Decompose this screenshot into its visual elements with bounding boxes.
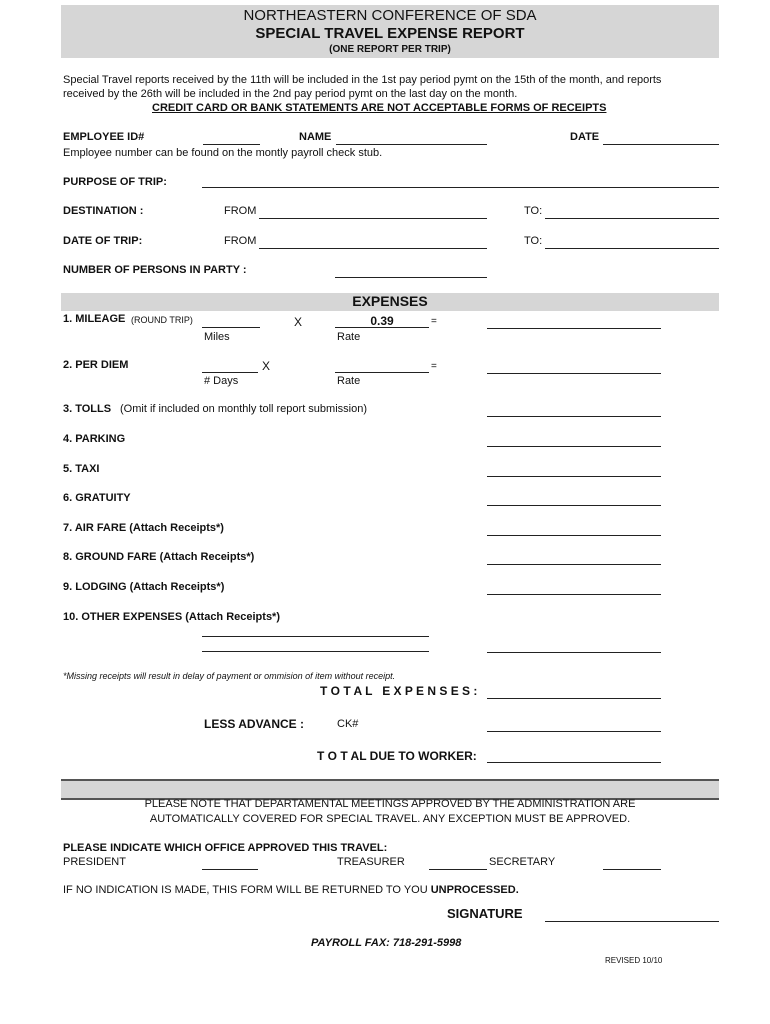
signature-label: SIGNATURE	[447, 906, 523, 921]
other-description-field-2[interactable]	[202, 651, 429, 652]
tolls-label: 3. TOLLS	[63, 403, 112, 415]
president-field[interactable]	[202, 869, 258, 870]
intro-line-2: received by the 26th will be included in the 2nd pay period pymt on the last day on the month.	[63, 88, 518, 100]
org-name: NORTHEASTERN CONFERENCE OF SDA	[243, 7, 537, 24]
mileage-equals: =	[431, 316, 437, 327]
miles-caption: Miles	[204, 331, 230, 343]
footer-band	[61, 779, 719, 800]
taxi-amount-field[interactable]	[487, 476, 661, 477]
name-field[interactable]	[336, 144, 487, 145]
gratuity-amount-field[interactable]	[487, 505, 661, 506]
parking-amount-field[interactable]	[487, 446, 661, 447]
per-diem-rate-caption: Rate	[337, 375, 361, 387]
trip-date-from-field[interactable]	[259, 248, 487, 249]
taxi-label: 5. TAXI	[63, 463, 100, 475]
signature-field[interactable]	[545, 921, 719, 922]
total-expenses-field[interactable]	[487, 698, 661, 699]
approval-note-line-2: AUTOMATICALLY COVERED FOR SPECIAL TRAVEL. ANY EXCEPTION MUST BE APPROVED.	[149, 813, 631, 825]
treasurer-label: TREASURER	[337, 856, 405, 868]
employee-id-field[interactable]	[203, 144, 260, 145]
payroll-fax: PAYROLL FAX: 718-291-5998	[311, 937, 462, 949]
receipt-warning: CREDIT CARD OR BANK STATEMENTS ARE NOT ACCEPTABLE FORMS OF RECEIPTS	[152, 102, 607, 114]
form-title: SPECIAL TRAVEL EXPENSE REPORT	[255, 25, 525, 42]
other-description-field-1[interactable]	[202, 636, 429, 637]
ground-fare-amount-field[interactable]	[487, 564, 661, 565]
other-amount-field[interactable]	[487, 652, 661, 653]
lodging-amount-field[interactable]	[487, 594, 661, 595]
destination-from-field[interactable]	[259, 218, 487, 219]
per-diem-amount-field[interactable]	[487, 373, 661, 374]
secretary-label: SECRETARY	[489, 856, 556, 868]
persons-label: NUMBER OF PERSONS IN PARTY :	[63, 264, 247, 276]
air-fare-label: 7. AIR FARE (Attach Receipts*)	[63, 522, 224, 534]
per-diem-rate-field[interactable]	[335, 372, 429, 373]
treasurer-field[interactable]	[429, 869, 487, 870]
tolls-amount-field[interactable]	[487, 416, 661, 417]
days-caption: # Days	[204, 375, 239, 387]
purpose-field[interactable]	[202, 187, 719, 188]
employee-id-label: EMPLOYEE ID#	[63, 131, 145, 143]
per-diem-equals: =	[431, 361, 437, 372]
trip-date-label: DATE OF TRIP:	[63, 235, 143, 247]
mileage-label: 1. MILEAGE	[63, 313, 126, 325]
mileage-rate-value: 0.39	[370, 314, 394, 328]
mileage-times: X	[294, 315, 303, 329]
mileage-rate-field[interactable]	[335, 327, 429, 328]
parking-label: 4. PARKING	[63, 433, 126, 445]
mileage-rate-caption: Rate	[337, 331, 361, 343]
secretary-field[interactable]	[603, 869, 661, 870]
total-expenses-label: T O T A L E X P E N S E S :	[320, 684, 478, 698]
intro-line-1: Special Travel reports received by the 11th will be included in the 1st pay period pymt on the 15th of the month, and reports	[63, 74, 662, 86]
employee-note: Employee number can be found on the montly payroll check stub.	[63, 147, 383, 159]
purpose-label: PURPOSE OF TRIP:	[63, 176, 167, 188]
ground-fare-label: 8. GROUND FARE (Attach Receipts*)	[63, 551, 255, 563]
less-advance-label: LESS ADVANCE :	[204, 717, 305, 731]
total-due-label: T O T AL DUE TO WORKER:	[317, 749, 477, 763]
check-number-label: CK#	[337, 718, 359, 730]
form-subtitle: (ONE REPORT PER TRIP)	[329, 44, 451, 55]
unprocessed-text: UNPROCESSED.	[430, 884, 519, 896]
mileage-note: (ROUND TRIP)	[131, 315, 193, 325]
date-field[interactable]	[603, 144, 719, 145]
mileage-amount-field[interactable]	[487, 328, 661, 329]
missing-receipts-note: *Missing receipts will result in delay of payment or ommision of item without receipt.	[63, 671, 396, 681]
tolls-note: (Omit if included on monthly toll report submission)	[120, 403, 367, 415]
per-diem-times: X	[262, 359, 271, 373]
approval-note-line-1: PLEASE NOTE THAT DEPARTAMENTAL MEETINGS APPROVED BY THE ADMINISTRATION ARE	[144, 798, 636, 810]
indicate-office-label: PLEASE INDICATE WHICH OFFICE APPROVED THIS TRAVEL:	[63, 842, 388, 854]
miles-field[interactable]	[202, 327, 260, 328]
date-label: DATE	[570, 131, 600, 143]
president-label: PRESIDENT	[63, 856, 126, 868]
trip-date-to-field[interactable]	[545, 248, 719, 249]
other-expenses-label: 10. OTHER EXPENSES (Attach Receipts*)	[63, 611, 281, 623]
trip-date-from-label: FROM	[224, 235, 257, 247]
revision-note: REVISED 10/10	[605, 956, 663, 965]
per-diem-label: 2. PER DIEM	[63, 359, 129, 371]
gratuity-label: 6. GRATUITY	[63, 492, 131, 504]
lodging-label: 9. LODGING (Attach Receipts*)	[63, 581, 225, 593]
expenses-heading: EXPENSES	[352, 293, 428, 309]
destination-label: DESTINATION :	[63, 205, 144, 217]
no-indication-note	[63, 884, 519, 896]
total-due-field[interactable]	[487, 762, 661, 763]
destination-to-field[interactable]	[545, 218, 719, 219]
destination-to-label: TO:	[524, 205, 543, 217]
name-label: NAME	[299, 131, 332, 143]
days-field[interactable]	[202, 372, 258, 373]
trip-date-to-label: TO:	[524, 235, 543, 247]
no-indication-text: IF NO INDICATION IS MADE, THIS FORM WILL BE RETURNED TO YOU	[63, 884, 428, 896]
destination-from-label: FROM	[224, 205, 257, 217]
persons-field[interactable]	[335, 277, 487, 278]
air-fare-amount-field[interactable]	[487, 535, 661, 536]
less-advance-field[interactable]	[487, 731, 661, 732]
